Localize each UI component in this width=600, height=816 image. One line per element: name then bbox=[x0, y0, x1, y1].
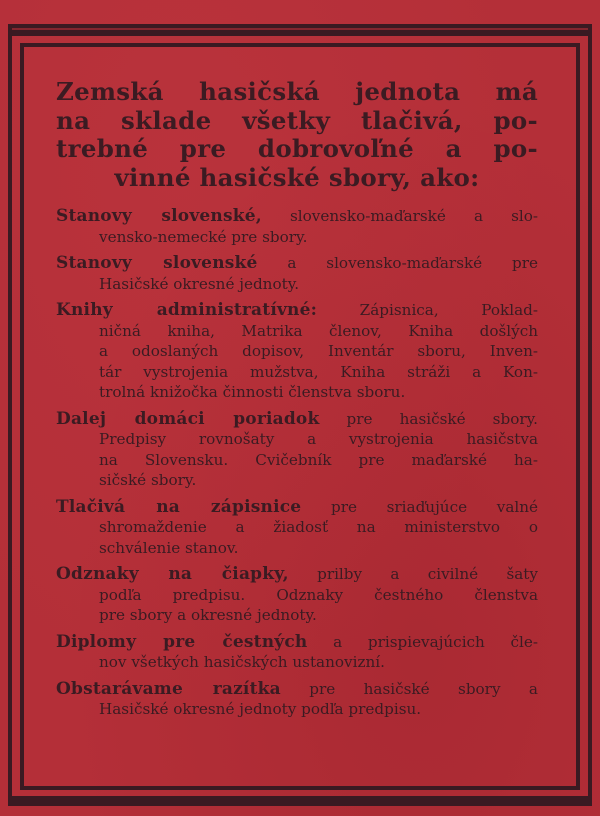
item-text: a prispievajúcich čle- bbox=[307, 632, 538, 651]
item-lead: Obstarávame razítka bbox=[56, 678, 281, 699]
item-text: a odoslaných dopisov, Inventár sboru, Inven- bbox=[99, 342, 538, 360]
item-text: slovensko-maďarské a slo- bbox=[261, 207, 539, 225]
list-item-stanovy-jednoty bbox=[56, 253, 538, 294]
item-text: Hasičské okresné jednoty podľa predpisu. bbox=[99, 700, 422, 718]
item-text: Zápisnica, Poklad- bbox=[317, 301, 538, 319]
item-text: Predpisy rovnošaty a vystrojenia hasičstva bbox=[99, 430, 538, 448]
item-text: pre hasičské sbory. bbox=[319, 409, 538, 428]
item-lead: Dalej domáci poriadok bbox=[56, 408, 320, 429]
item-text: ničná kniha, Matrika členov, Kniha došlých bbox=[99, 321, 538, 340]
item-text: a slovensko-maďarské pre bbox=[257, 254, 538, 272]
item-text: vensko-nemecké pre sbory. bbox=[99, 227, 308, 246]
item-text: trolná knižočka činnosti členstva sboru. bbox=[99, 383, 406, 401]
item-text: pre sbory a okresné jednoty. bbox=[99, 606, 317, 624]
list-item-knihy bbox=[56, 300, 538, 403]
item-text: na Slovensku. Cvičebník pre maďarské ha- bbox=[99, 450, 538, 469]
item-lead: Stanovy slovenské bbox=[56, 253, 258, 273]
list-item-odznaky bbox=[56, 564, 538, 626]
item-text: sičské sbory. bbox=[99, 471, 197, 489]
item-text: tár vystrojenia mužstva, Kniha stráži a Kon- bbox=[99, 362, 538, 381]
item-text: shromaždenie a žiadosť na ministerstvo o bbox=[99, 518, 538, 536]
list-item-tlaciva bbox=[56, 497, 538, 559]
item-lead: Odznaky na čiapky, bbox=[56, 564, 289, 584]
item-lead: Tlačivá na zápisnice bbox=[56, 496, 302, 517]
list-item-razitka bbox=[56, 679, 538, 720]
item-text: pre hasičské sbory a bbox=[280, 679, 538, 698]
heading-line: vinné hasičské sbory, ako: bbox=[114, 162, 480, 192]
item-text: prilby a civilné šaty bbox=[288, 565, 538, 583]
heading-line: trebné pre dobrovoľné a po- bbox=[56, 134, 538, 163]
item-text: podľa predpisu. Odznaky čestného členstva bbox=[99, 585, 538, 604]
list-item-diplomy bbox=[56, 632, 538, 673]
heading bbox=[56, 78, 538, 192]
heading-line: Zemská hasičská jednota má bbox=[56, 77, 538, 106]
item-text: pre sriaďujúce valné bbox=[301, 497, 538, 516]
advertisement-content bbox=[56, 78, 538, 726]
heading-line: na sklade všetky tlačivá, po- bbox=[56, 105, 538, 135]
item-text: schválenie stanov. bbox=[99, 538, 239, 557]
item-lead: Diplomy pre čestných bbox=[56, 631, 308, 652]
item-text: Hasičské okresné jednoty. bbox=[99, 274, 300, 293]
item-lead: Stanovy slovenské, bbox=[56, 206, 262, 226]
list-item-domaci-poriadok bbox=[56, 409, 538, 491]
item-text: nov všetkých hasičských ustanovizní. bbox=[99, 653, 385, 671]
item-lead: Knihy administratívné: bbox=[56, 300, 318, 320]
list-item-stanovy-sbory bbox=[56, 206, 538, 247]
